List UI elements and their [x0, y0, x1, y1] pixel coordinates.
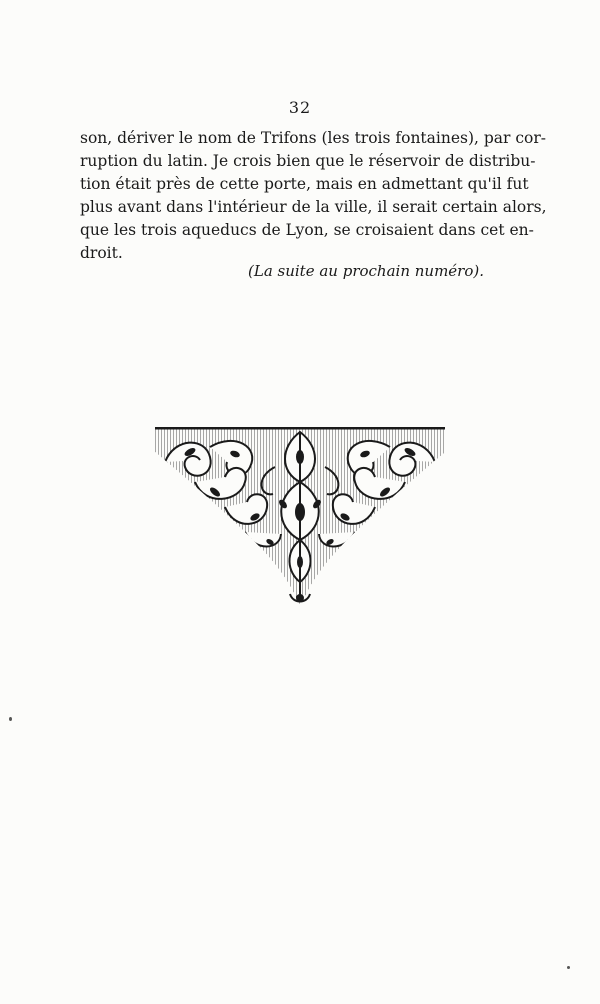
body-text	[80, 127, 547, 265]
arabesque-cul-de-lampe-icon	[155, 422, 445, 612]
text-line: droit.	[80, 244, 123, 262]
ink-speck	[9, 717, 12, 721]
text-line: ruption du latin. Je crois bien que le réservoir de distribu-	[80, 152, 536, 170]
page-number: 32	[288, 98, 312, 117]
text-line: son, dériver le nom de Trifons (les trois fontaines), par cor-	[80, 129, 547, 147]
text-line: tion était près de cette porte, mais en admettant qu'il fut	[80, 175, 529, 193]
ink-speck	[567, 966, 570, 969]
text-line: plus avant dans l'intérieur de la ville, il serait certain alors,	[80, 198, 547, 216]
continuation-note: (La suite au prochain numéro).	[248, 262, 485, 280]
text-line: que les trois aqueducs de Lyon, se croisaient dans cet en-	[80, 221, 534, 239]
